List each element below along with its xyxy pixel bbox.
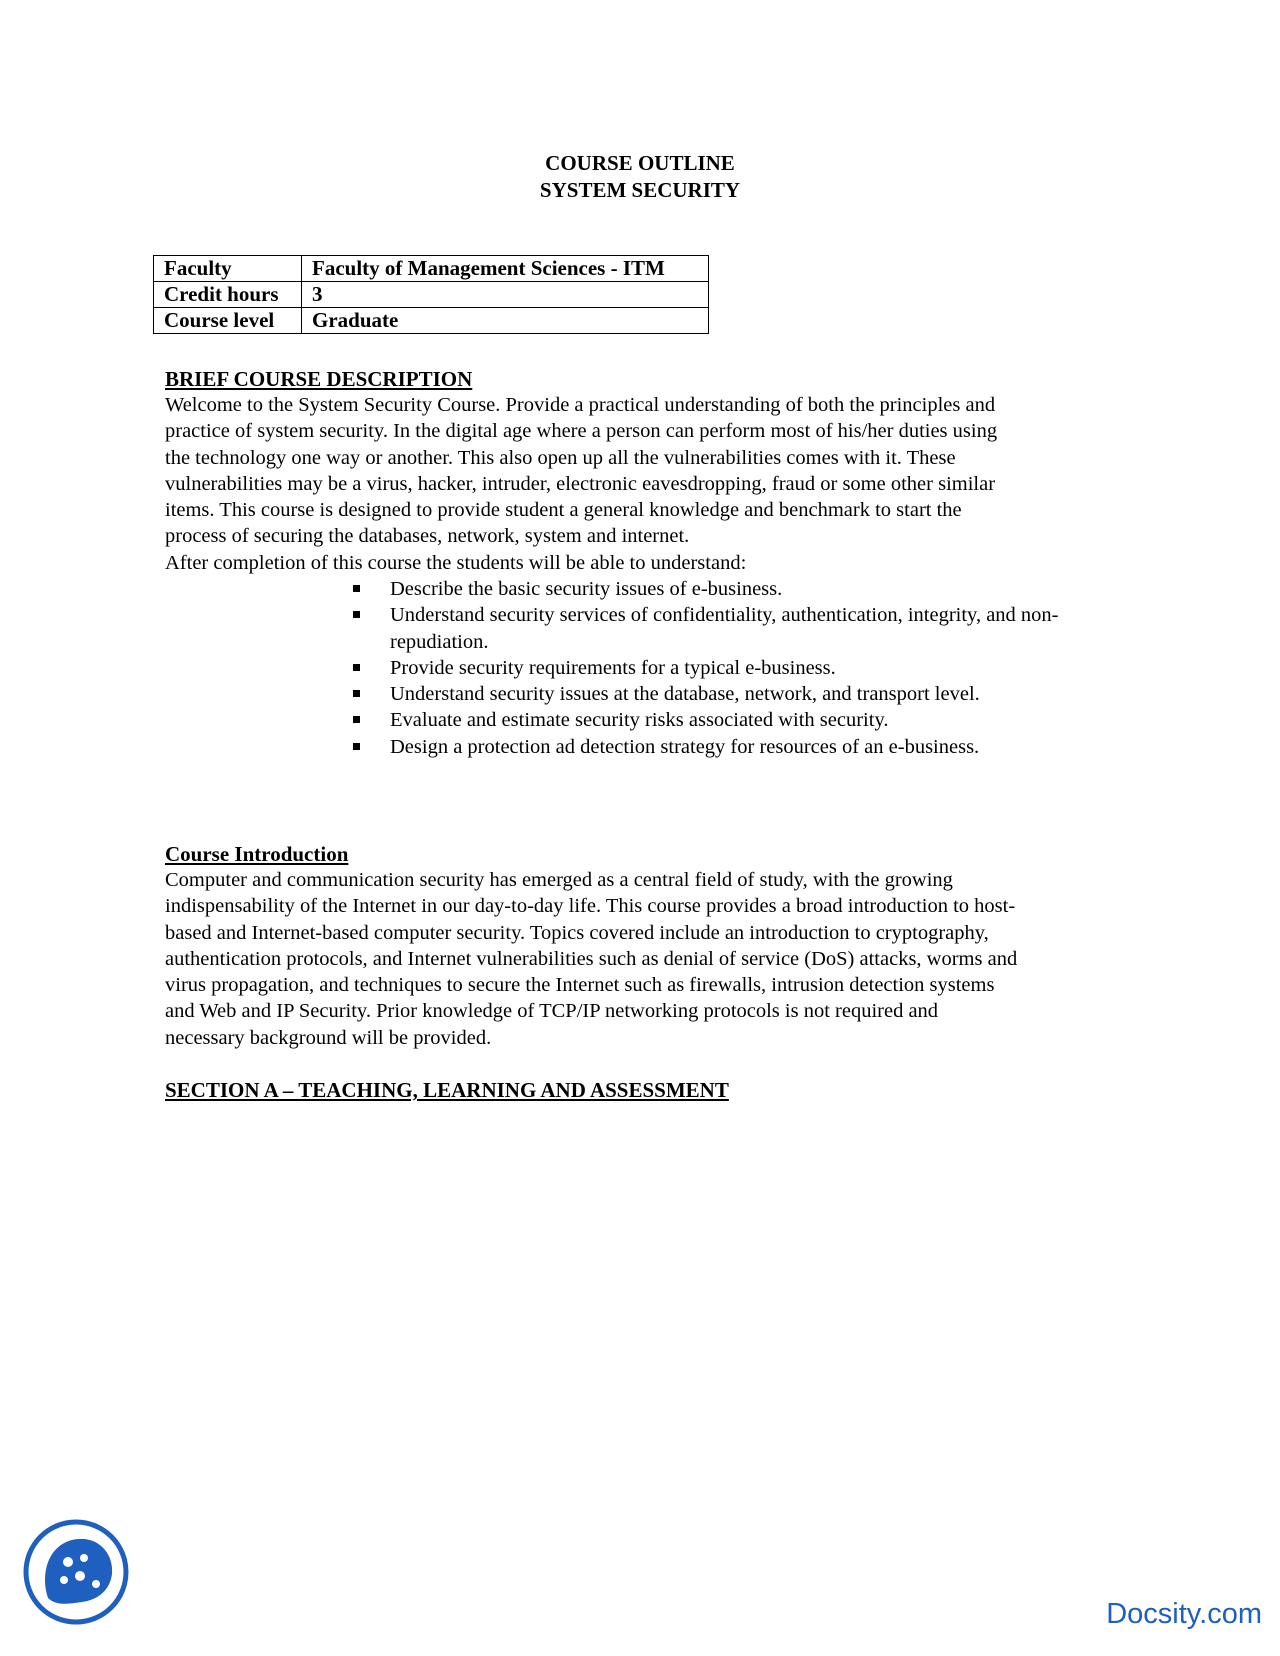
objective-text: Describe the basic security issues of e-business. xyxy=(390,578,783,600)
text-line: virus propagation, and techniques to secure the Internet such as firewalls, intrusion detection systems xyxy=(165,974,995,997)
objectives-list xyxy=(352,576,1112,760)
text-line: process of securing the databases, network, system and internet. xyxy=(165,525,690,548)
bullet-icon xyxy=(353,716,360,723)
text-line: vulnerabilities may be a virus, hacker, intruder, electronic eavesdropping, fraud or some other similar xyxy=(165,472,996,495)
docsity-logo-icon xyxy=(22,1518,130,1626)
meta-key: Course level xyxy=(154,308,302,334)
list-item xyxy=(352,602,1112,655)
list-item xyxy=(352,707,1112,733)
brief-description-heading: BRIEF COURSE DESCRIPTION xyxy=(165,367,473,391)
objective-text: Design a protection ad detection strategy for resources of an e-business. xyxy=(390,735,980,758)
text-line: indispensability of the Internet in our day-to-day life. This course provides a broad introduction to host- xyxy=(165,895,1016,918)
docsity-brand-link[interactable]: Docsity.com xyxy=(1106,1598,1262,1630)
text-line: Welcome to the System Security Course. Provide a practical understanding of both the principles and xyxy=(165,394,996,416)
text-line: practice of system security. In the digital age where a person can perform most of his/her duties using xyxy=(165,420,998,443)
bullet-icon xyxy=(353,611,360,618)
bullet-icon xyxy=(353,664,360,671)
meta-value: 3 xyxy=(302,282,709,308)
brief-description-text xyxy=(165,392,1125,576)
text-line: authentication protocols, and Internet vulnerabilities such as denial of service (DoS) attacks, worms and xyxy=(165,947,1018,970)
meta-value: Faculty of Management Sciences - ITM xyxy=(302,256,709,282)
title-line-course-outline: COURSE OUTLINE xyxy=(545,151,735,175)
text-line: items. This course is designed to provide student a general knowledge and benchmark to start the xyxy=(165,499,962,522)
list-item xyxy=(352,655,1112,681)
meta-value: Graduate xyxy=(302,308,709,334)
text-line: necessary background will be provided. xyxy=(165,1026,492,1049)
objective-text: Evaluate and estimate security risks associated with security. xyxy=(390,709,889,732)
text-line: After completion of this course the students will be able to understand: xyxy=(165,551,747,574)
course-introduction-text xyxy=(165,867,1125,1051)
title-line-system-security: SYSTEM SECURITY xyxy=(539,178,741,202)
table-row xyxy=(154,308,709,334)
objective-text: Understand security services of confidentiality, authentication, integrity, and non-repudiation. xyxy=(390,604,1059,653)
table-row xyxy=(154,282,709,308)
text-line: and Web and IP Security. Prior knowledge of TCP/IP networking protocols is not required and xyxy=(165,1000,939,1023)
section-a-heading: SECTION A – TEACHING, LEARNING AND ASSESSMENT xyxy=(165,1078,729,1102)
document-title xyxy=(0,150,1280,204)
bullet-icon xyxy=(353,743,360,750)
table-row xyxy=(154,256,709,282)
objective-text: Provide security requirements for a typical e-business. xyxy=(390,656,836,679)
meta-key: Faculty xyxy=(154,256,302,282)
list-item xyxy=(352,681,1112,707)
bullet-icon xyxy=(353,585,360,592)
text-line: based and Internet-based computer security. Topics covered include an introduction to cryptography, xyxy=(165,921,989,944)
course-meta-table xyxy=(153,255,709,334)
list-item xyxy=(352,734,1112,760)
bullet-icon xyxy=(353,690,360,697)
text-line: the technology one way or another. This also open up all the vulnerabilities comes with it. These xyxy=(165,446,956,469)
objective-text: Understand security issues at the database, network, and transport level. xyxy=(390,683,980,706)
meta-key: Credit hours xyxy=(154,282,302,308)
text-line: Computer and communication security has emerged as a central field of study, with the growing xyxy=(165,869,953,891)
list-item xyxy=(352,576,1112,602)
course-introduction-heading: Course Introduction xyxy=(165,842,349,866)
